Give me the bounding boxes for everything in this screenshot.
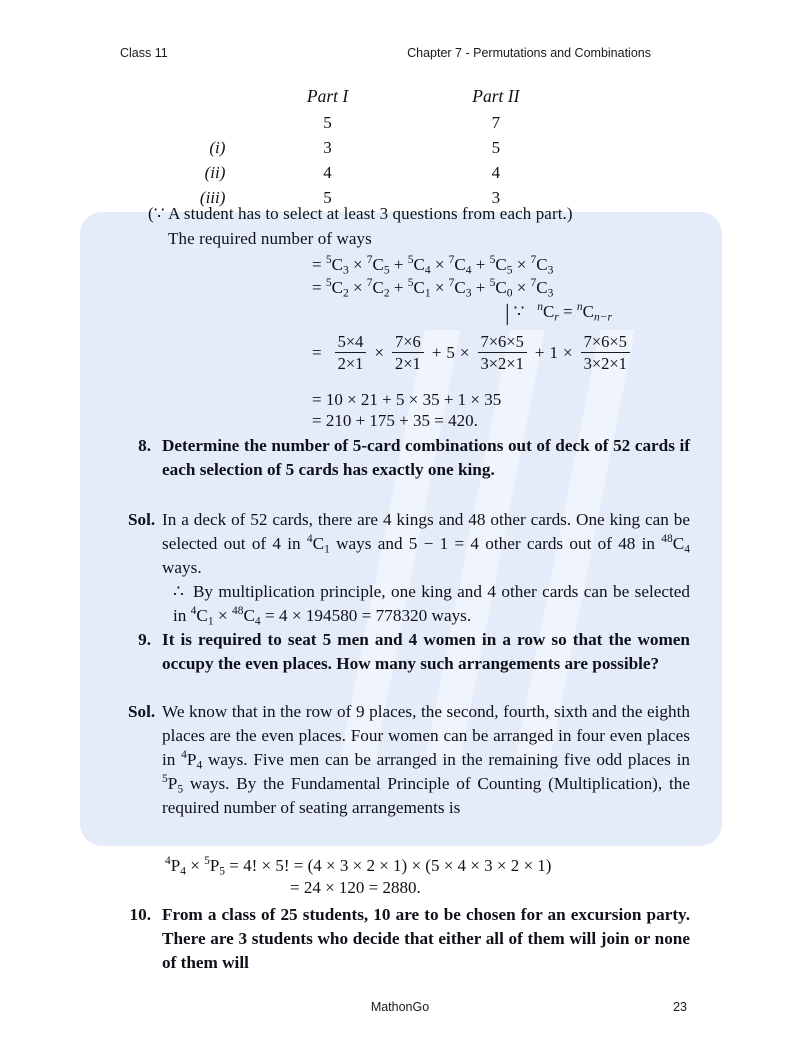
eq1-t2-n: 7 <box>366 253 373 266</box>
solution-9 <box>128 700 690 820</box>
sol8-ncr-2-n: 48 <box>661 532 673 545</box>
table-header-row <box>120 84 580 110</box>
running-head-right: Chapter 7 - Permutations and Combinations <box>407 46 651 60</box>
solution-9-paragraph <box>162 700 690 820</box>
eq1-t1-k: 3 <box>342 264 349 277</box>
eq2-t1-k: 2 <box>342 287 349 300</box>
eq2-t3-k: 1 <box>424 287 431 300</box>
fraction-1-denominator: 2×1 <box>337 354 364 374</box>
eq7-npr-2-n: 5 <box>204 854 210 867</box>
fraction-1-numerator: 5×4 <box>335 332 367 353</box>
equation-line-2: = $^5C_2 \times ^7C_2 + ^5C_1 \times ^7C_3 + ^5C_0 \times ^7C_3$ <box>312 276 554 300</box>
sol9-npr-1-k: 4 <box>196 759 203 772</box>
eq2-t4-n: 7 <box>448 276 455 289</box>
parts-table-header-label <box>120 84 243 110</box>
vertical-bar-glyph: | <box>505 300 510 326</box>
solution-8-paragraph-1 <box>162 508 690 580</box>
row-part2: 7 <box>491 112 501 132</box>
solution-8-label: Sol. <box>128 510 156 529</box>
question-10 <box>128 903 690 975</box>
question-8 <box>128 434 690 482</box>
identity-n: n <box>537 300 543 313</box>
row-label <box>120 110 243 135</box>
identity-n2: n <box>576 300 583 313</box>
question-8-number: 8. <box>138 436 151 455</box>
sol8-ncr-1: $^4C_1$ <box>306 532 330 556</box>
sol9-npr-2-k: 5 <box>177 783 184 796</box>
footer-brand: MathonGo <box>370 1000 430 1014</box>
sol8b-ncr-1: $^4C_1$ <box>190 604 214 628</box>
eq2-t2-n: 7 <box>366 276 373 289</box>
sol8b-text-b: × <box>213 606 232 626</box>
sol9-text-c: ways. By the Fundamental Principle of Counting (Multiplication), the required number of seating arrangements is <box>162 774 690 818</box>
eq1-t3-k: 4 <box>424 264 431 277</box>
question-10-text: From a class of 25 students, 10 are to be chosen for an excursion party. There are 3 students who decide that either all of them will join or none of them will <box>162 905 690 973</box>
question-8-text: Determine the number of 5-card combinations out of deck of 52 cards if each selection of 5 cards has exactly one king. <box>162 436 690 480</box>
sol9-npr-2: $^5P_5$ <box>162 773 184 796</box>
parts-table <box>120 84 580 210</box>
row-label: (iii) <box>199 188 226 208</box>
eq2-t6-n: 7 <box>530 276 537 289</box>
eq1-t4-n: 7 <box>448 253 455 266</box>
fraction-1 <box>332 332 370 374</box>
eq2-t5-k: 0 <box>506 287 513 300</box>
eq1-t3-n: 5 <box>407 253 414 266</box>
footer-page-number: 23 <box>673 1000 687 1014</box>
fraction-op-times-1: × <box>374 342 384 362</box>
eq7-npr-1: $^4P_4$ <box>165 854 186 878</box>
row-part2: 4 <box>491 163 501 183</box>
equation-line-6: = 210 + 175 + 35 = 420. <box>312 411 478 430</box>
eq2-t4-k: 3 <box>465 287 472 300</box>
eq2-t5-n: 5 <box>489 276 496 289</box>
sol8b-ncr-2-k: 4 <box>254 615 261 628</box>
parts-table-header-part2: Part II <box>472 86 520 106</box>
fraction-4-denominator: 3×2×1 <box>583 354 627 374</box>
running-head-left: Class 11 <box>120 46 168 60</box>
question-9 <box>128 628 690 676</box>
fraction-4-numerator: 7×6×5 <box>581 332 630 353</box>
eq7-npr-2: $^5P_5$ <box>204 854 226 878</box>
eq1-t4-k: 4 <box>465 264 472 277</box>
fraction-3-numerator: 7×6×5 <box>478 332 527 353</box>
row-label: (ii) <box>204 163 226 183</box>
row-part1: 5 <box>323 112 332 132</box>
sol8b-ncr-2-n: 48 <box>231 604 244 617</box>
fraction-3-denominator: 3×2×1 <box>480 354 524 374</box>
equation-line-1: = $^5C_3 \times ^7C_5 + ^5C_4 \times ^7C_4 + ^5C_5 \times ^7C_3$ <box>312 253 554 277</box>
eq7-npr-1-k: 4 <box>180 865 186 878</box>
sol9-npr-2-n: 5 <box>162 773 168 786</box>
running-head <box>0 46 800 60</box>
sol8-ncr-2-k: 4 <box>684 543 690 556</box>
row-part2: 3 <box>491 188 501 208</box>
sol9-npr-1-n: 4 <box>181 749 187 762</box>
eq2-t6-k: 3 <box>547 287 554 300</box>
equation-line-5: = 10 × 21 + 5 × 35 + 1 × 35 <box>312 390 502 409</box>
sol8-ncr-1-k: 1 <box>324 543 330 556</box>
equation-identity-note: | ∵ $^nC_r = ^nC_{n-r}$ <box>505 300 612 326</box>
equation-fraction-row <box>312 332 633 374</box>
fraction-coeff-3: 5 <box>446 342 455 362</box>
sol8-ncr-2: $^{48}C_4$ <box>661 532 690 556</box>
eq1-t5-k: 5 <box>506 264 513 277</box>
eq1-t6-k: 3 <box>547 264 554 277</box>
sol8-text-b: ways and 5 − 1 = 4 other cards out of 48 in <box>329 534 662 554</box>
row-part1: 3 <box>323 137 332 157</box>
fraction-op-times-3: × <box>562 342 573 362</box>
fraction-coeff-4: 1 <box>549 342 558 362</box>
solution-9-label: Sol. <box>128 702 156 721</box>
eq1-t2-k: 5 <box>383 264 390 277</box>
eq7-npr-1-n: 4 <box>165 854 171 867</box>
eq2-t2-k: 2 <box>383 287 390 300</box>
table-row <box>120 135 580 160</box>
fraction-equals: = <box>312 342 322 362</box>
sol8b-ncr-2: $^{48}C_4$ <box>231 604 261 628</box>
sol9-npr-1: $^4P_4$ <box>181 749 203 772</box>
solution-8-paragraph-2 <box>173 580 690 628</box>
fraction-4 <box>578 332 633 374</box>
eq2-t1-n: 5 <box>325 276 332 289</box>
eq1-t5-n: 5 <box>489 253 496 266</box>
question-9-text: It is required to seat 5 men and 4 women in a row so that the women occupy the even places. How many such arrangements are possible? <box>162 630 690 674</box>
sol8-text-a: In a deck of 52 cards, there are 4 kings and 48 other cards. One king can be selected out of 4 in <box>162 510 690 554</box>
table-row <box>120 160 580 185</box>
sol8b-ncr-1-k: 1 <box>207 615 214 628</box>
sol9-text-a: We know that in the row of 9 places, the second, fourth, sixth and the eighth places are the even places. Four women can be arranged in four even places in <box>162 702 690 770</box>
table-row <box>120 110 580 135</box>
selection-note: (∵ A student has to select at least 3 questions from each part.) <box>148 204 573 223</box>
question-9-number: 9. <box>138 630 151 649</box>
sol8-text-c: ways. <box>162 558 202 578</box>
row-part1: 5 <box>323 188 332 208</box>
eq2-t3-n: 5 <box>407 276 414 289</box>
identity-nr: n−r <box>593 311 612 324</box>
sol8-ncr-1-n: 4 <box>306 532 313 545</box>
solution-9-result-line-1: $^4P_4 \times ^5P_5 = 4$! × 5! = (4 × 3 × 2 × 1) × (5 × 4 × 3 × 2 × 1) <box>165 854 552 878</box>
fraction-op-plus-1: + <box>431 342 442 362</box>
eq1-t6-n: 7 <box>530 253 537 266</box>
row-label: (i) <box>209 137 226 157</box>
fraction-3 <box>475 332 530 374</box>
fraction-op-plus-2: + <box>534 342 545 362</box>
required-ways-line: The required number of ways <box>168 229 372 248</box>
sol8b-text-c: = 4 × 194580 = 778320 ways. <box>260 606 472 626</box>
eq1-t1-n: 5 <box>325 253 332 266</box>
identity-r: r <box>554 311 559 324</box>
fraction-op-times-2: × <box>459 342 470 362</box>
sol9-text-b: ways. Five men can be arranged in the remaining five odd places in <box>202 750 690 770</box>
fraction-2 <box>389 332 427 374</box>
parts-table-header-part1: Part I <box>306 86 349 106</box>
fraction-2-denominator: 2×1 <box>395 354 421 374</box>
sol8b-ncr-1-n: 4 <box>190 604 197 617</box>
row-part2: 5 <box>491 137 501 157</box>
sol8b-text-a: By multiplication principle, one king and 4 other cards can be selected in <box>173 582 690 626</box>
therefore-symbol: ∴ <box>173 582 184 601</box>
fraction-2-numerator: 7×6 <box>392 332 424 353</box>
row-part1: 4 <box>323 163 332 183</box>
solution-8 <box>128 508 690 580</box>
question-10-number: 10. <box>129 905 151 924</box>
solution-9-result-line-2: = 24 × 120 = 2880. <box>290 878 421 897</box>
eq7-npr-2-k: 5 <box>219 865 226 878</box>
